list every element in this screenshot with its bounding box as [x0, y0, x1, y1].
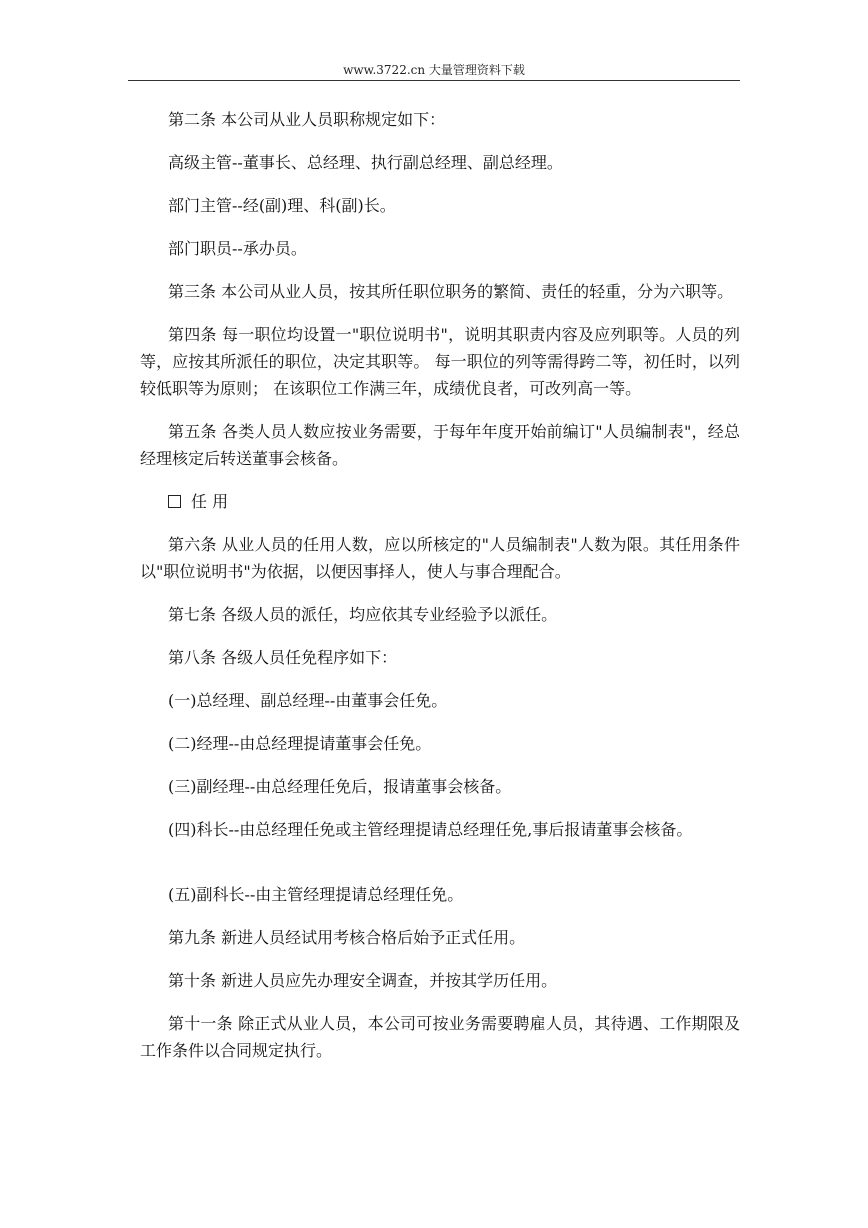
page-header: www.3722.cn 大量管理资料下载: [343, 63, 525, 77]
procedure-item-1: (一)总经理、副总经理--由董事会任免。: [168, 691, 448, 710]
checkbox-icon: [168, 495, 181, 508]
article-6: 第六条 从业人员的任用人数，应以所核定的"人员编制表"人数为限。其任用条件以"职位说明书"为依据，以便因事择人，使人与事合理配合。: [140, 535, 740, 581]
procedure-item-4: (四)科长--由总经理任免或主管经理提请总经理任免,事后报请董事会核备。: [168, 820, 693, 839]
document-body: [140, 106, 740, 1080]
article-7: 第七条 各级人员的派任，均应依其专业经验予以派任。: [168, 605, 558, 624]
section-heading-appointment: [140, 488, 740, 515]
title-senior-managers: 高级主管--董事长、总经理、执行副总经理、副总经理。: [168, 153, 563, 172]
procedure-item-2: (二)经理--由总经理提请董事会任免。: [168, 734, 432, 753]
article-2: 第二条 本公司从业人员职称规定如下：: [168, 110, 446, 129]
procedure-item-3: (三)副经理--由总经理任免后，报请董事会核备。: [168, 777, 512, 796]
header-divider: [128, 80, 740, 81]
article-9: 第九条 新进人员经试用考核合格后始予正式任用。: [168, 928, 526, 947]
article-8: 第八条 各级人员任免程序如下：: [168, 648, 398, 667]
article-3: 第三条 本公司从业人员，按其所任职位职务的繁简、责任的轻重，分为六职等。: [168, 282, 734, 301]
article-11: 第十一条 除正式从业人员，本公司可按业务需要聘雇人员，其待遇、工作期限及工作条件以合同规定执行。: [140, 1014, 740, 1060]
article-10: 第十条 新进人员应先办理安全调查，并按其学历任用。: [168, 971, 558, 990]
article-4: 第四条 每一职位均设置一"职位说明书"，说明其职责内容及应列职等。人员的列等，应按其所派任的职位，决定其职等。 每一职位的列等需得跨二等，初任时，以列较低职等为原则； 在该职位工作满三年，成绩优良者，可改列高一等。: [140, 325, 740, 398]
article-5: 第五条 各类人员人数应按业务需要，于每年年度开始前编订"人员编制表"，经总经理核定后转送董事会核备。: [140, 422, 740, 468]
procedure-item-5: (五)副科长--由主管经理提请总经理任免。: [168, 885, 464, 904]
title-department-managers: 部门主管--经(副)理、科(副)长。: [168, 196, 396, 215]
title-department-staff: 部门职员--承办员。: [168, 239, 307, 258]
section-heading-text: 任 用: [191, 492, 229, 511]
